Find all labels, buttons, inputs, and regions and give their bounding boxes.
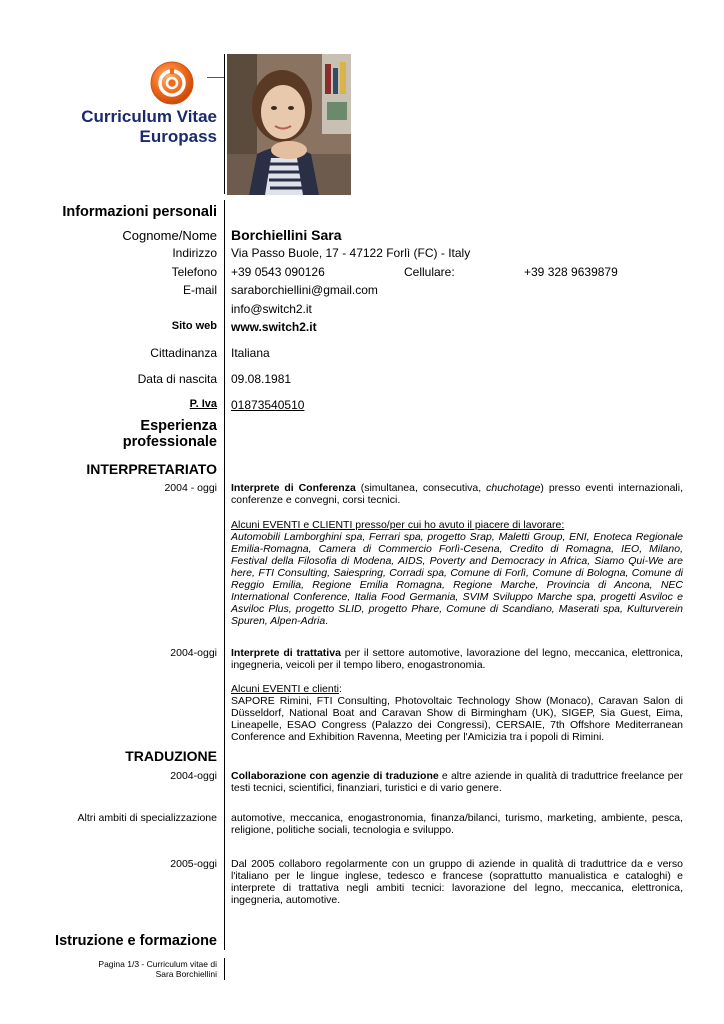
role-rest: per il settore automotive, lavorazione del legno, meccanica, elettronica, ingegneria, veicoli per il tempo libero, enogastronomia. <box>231 647 683 671</box>
role-end: ) presso eventi internazionali, conferenze e convegni, corsi tecnici. <box>231 482 683 506</box>
vat-value: 01873540510 <box>231 398 305 412</box>
events-end: . <box>325 615 329 627</box>
events-list: SAPORE Rimini, FTI Consulting, Photovoltaic Technology Show (Monaco), Caravan Salon di Düsseldorf, National Boat and Caravan Show di Birmingham (UK), SIGEP, Sia Guest, Eima, Lineapelle, ESAO Congress (Palazzo dei Congressi), CERSAIE, 7th Offshore Mediterranean Conference and Exhibition Ravenna, Meeting per l'Amicizia tra i popoli di Rimini. <box>231 695 683 743</box>
translation-entry-1 <box>231 770 683 794</box>
events-colon: : <box>338 683 342 695</box>
translation-date-1: 2004-oggi <box>170 770 217 782</box>
section-experience-line2: professionale <box>122 434 217 450</box>
name-value: Borchiellini Sara <box>231 227 342 243</box>
interpreting-entry-2-events <box>231 683 683 743</box>
header-rule <box>207 77 225 78</box>
address-value: Via Passo Buole, 17 - 47122 Forlì (FC) - Italy <box>231 246 471 260</box>
footer-line-1: Pagina 1/3 - Curriculum vitae di <box>98 959 217 969</box>
mobile-label: Cellulare: <box>404 265 455 279</box>
citizenship-label: Cittadinanza <box>150 346 217 360</box>
translation-title: TRADUZIONE <box>125 748 217 764</box>
interpreting-title: INTERPRETARIATO <box>86 461 217 477</box>
role-bold: Interprete di Conferenza <box>231 482 356 494</box>
interpreting-entry-2-role <box>231 647 683 671</box>
events-list: Automobili Lamborghini spa, Ferrari spa, progetto Srap, Maletti Group, ENI, Enoteca Regionale Emilia-Romagna, Camera di Commercio Forlì-Cesena, Credito di Romagna, IEO, Milano, Festival della Filosofia di Modena, AIDS, Poverty and Democracy in Africa, Siamo Qui-We are here, FTI Consulting, Saiespring, Corradi spa, Comune di Forlì, Comune di Bologna, Comune di Reggio Emilia, Regione Emilia Romagna, Regione Marche, Provincia di Ancona, NEC International Conference, Italia Food Germania, SVIM Sviluppo Marche spa, progetti Asviloc e Asviloc Plus, progetto SLID, progetto Phare, Comune di Scandiano, Maserati spa, Kulturverein Spuren, Alpen-Adria <box>231 531 683 627</box>
cv-title <box>81 107 217 147</box>
translation-rest: e altre aziende in qualità di traduttrice freelance per testi tecnici, scientifici, finanziari, turistici e di vario genere. <box>231 770 683 794</box>
vat-label: P. Iva <box>189 398 217 410</box>
birthdate-label: Data di nascita <box>137 372 217 386</box>
email-value-1[interactable]: saraborchiellini@gmail.com <box>231 283 378 297</box>
section-experience-line1: Esperienza <box>140 418 217 434</box>
events-heading: Alcuni EVENTI e clienti <box>231 683 339 695</box>
interpreting-entry-1-events <box>231 519 683 627</box>
section-experience <box>123 418 217 450</box>
interpreting-entry-1-role <box>231 482 683 506</box>
specialization-text: automotive, meccanica, enogastronomia, finanza/bilanci, turismo, marketing, ambiente, pesca, religione, politiche sociali, tecnologia e sviluppo. <box>231 812 683 836</box>
phone-value: +39 0543 090126 <box>231 265 325 279</box>
translation-date-3: 2005-oggi <box>170 858 217 870</box>
citizenship-value: Italiana <box>231 346 270 360</box>
interpreting-date-1: 2004 - oggi <box>164 482 217 494</box>
section-personal-info: Informazioni personali <box>62 204 217 220</box>
role-italic: chuchotage <box>486 482 541 494</box>
email-label: E-mail <box>182 283 217 297</box>
events-heading: Alcuni EVENTI e CLIENTI presso/per cui ho avuto il piacere di lavorare: <box>231 519 565 531</box>
phone-label: Telefono <box>171 265 217 279</box>
email-value-2[interactable]: info@switch2.it <box>231 302 312 316</box>
translation-entry-3: Dal 2005 collaboro regolarmente con un gruppo di aziende in qualità di traduttrice da e verso l'italiano per le lingue inglese, tedesco e francese (soprattutto manualistica e cataloghi) e interprete di trattativa negli ambiti tecnici: lavorazione del legno, meccanica, elettronica, ingegneria, automotive. <box>231 858 683 906</box>
role-rest: (simultanea, consecutiva, <box>355 482 487 494</box>
column-divider-footer <box>224 958 225 980</box>
footer-page-info <box>98 959 217 979</box>
address-label: Indirizzo <box>172 246 217 260</box>
website-label: Sito web <box>171 320 217 332</box>
cv-title-line1: Curriculum Vitae <box>81 107 217 126</box>
footer-line-2: Sara Borchiellini <box>155 969 217 979</box>
translation-bold: Collaborazione con agenzie di traduzione <box>231 770 439 782</box>
website-value[interactable]: www.switch2.it <box>231 320 317 334</box>
mobile-value: +39 328 9639879 <box>524 265 618 279</box>
portrait-photo <box>227 54 351 195</box>
column-divider-main <box>224 200 225 950</box>
name-label: Cognome/Nome <box>122 228 217 243</box>
section-education: Istruzione e formazione <box>55 933 217 949</box>
cv-title-line2: Europass <box>139 127 217 146</box>
europass-logo-icon <box>150 61 194 105</box>
column-divider-top <box>224 54 225 194</box>
birthdate-value: 09.08.1981 <box>231 372 292 386</box>
interpreting-date-2: 2004-oggi <box>170 647 217 659</box>
role-bold: Interprete di trattativa <box>231 647 341 659</box>
specialization-label: Altri ambiti di specializzazione <box>77 812 217 824</box>
